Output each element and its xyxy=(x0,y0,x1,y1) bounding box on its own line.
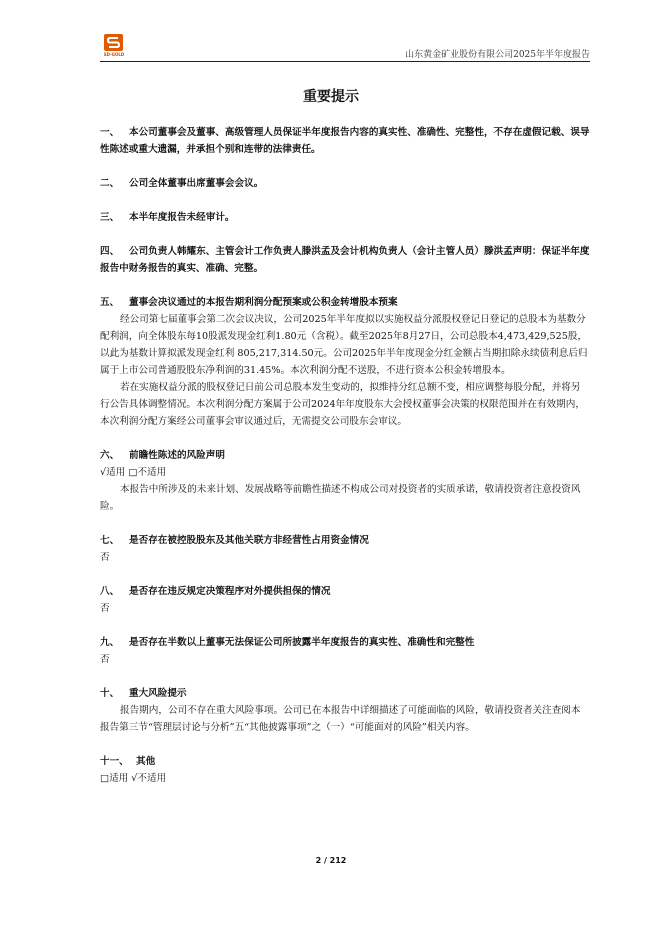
page-header xyxy=(100,34,590,62)
section-heading: 公司全体董事出席董事会会议。 xyxy=(129,178,264,189)
sd-gold-logo-icon xyxy=(104,34,123,51)
section-number: 六、 xyxy=(100,450,120,461)
page-number: 2 / 212 xyxy=(315,856,347,865)
section-heading: 是否存在半数以上董事无法保证公司所披露半年度报告的真实性、准确性和完整性 xyxy=(129,637,475,648)
important-notice-body xyxy=(100,124,590,787)
section-heading: 是否存在违反规定决策程序对外提供担保的情况 xyxy=(129,586,331,597)
section-5 xyxy=(100,294,590,430)
section-heading: 本半年度报告未经审计。 xyxy=(129,212,235,223)
profit-distribution-paragraph: 经公司第七届董事会第二次会议决议，公司2025年半年度拟以实施权益分派股权登记日登记的总股本为基数分配利润，向全体股东每10股派发现金红利1.80元（含税）。截至2025年8月27日，公司总股本4,473,429,525股，以此为基数计算拟派发现金红利 805,217,314.50元。公司2025年半年度现金分红金额占当期扣除永续债利息后归属于上市公司普通股股东净利润的31.45%。本次利润分配不送股，不进行资本公积金转增股本。 xyxy=(100,314,588,376)
page-title: 重要提示 xyxy=(303,89,359,105)
company-logo xyxy=(100,34,128,60)
section-answer: 否 xyxy=(100,603,110,614)
section-4 xyxy=(100,243,590,277)
section-heading: 公司负责人韩耀东、主管会计工作负责人滕洪孟及会计机构负责人（会计主管人员）滕洪孟声明：保证半年度报告中财务报告的真实、准确、完整。 xyxy=(100,246,590,274)
section-11 xyxy=(100,753,590,787)
report-header-title: 山东黄金矿业股份有限公司2025年半年度报告 xyxy=(405,50,590,60)
major-risk-paragraph: 报告期内，公司不存在重大风险事项。公司已在本报告中详细描述了可能面临的风险，敬请投资者关注查阅本报告第三节“管理层讨论与分析”五“其他披露事项”之（一）“可能面对的风险”相关内容。 xyxy=(100,705,581,733)
section-number: 八、 xyxy=(100,586,120,597)
section-6 xyxy=(100,447,590,515)
section-heading: 董事会决议通过的本报告期利润分配预案或公积金转增股本预案 xyxy=(129,297,398,308)
section-number: 五、 xyxy=(100,297,120,308)
section-heading: 是否存在被控股股东及其他关联方非经营性占用资金情况 xyxy=(129,535,369,546)
distribution-adjustment-paragraph: 若在实施权益分派的股权登记日前公司总股本发生变动的，拟维持分红总额不变，相应调整每股分配，并将另行公告具体调整情况。本次利润分配方案属于公司2024年年度股东大会授权董事会决策的权限范围并在有效期内，本次利润分配方案经公司董事会审议通过后，无需提交公司股东会审议。 xyxy=(100,382,585,427)
section-1 xyxy=(100,124,590,158)
forward-looking-paragraph: 本报告中所涉及的未来计划、发展战略等前瞻性描述不构成公司对投资者的实质承诺，敬请投资者注意投资风险。 xyxy=(100,484,581,512)
section-number: 二、 xyxy=(100,178,120,189)
section-2 xyxy=(100,175,590,192)
applicability-checkbox: □适用 √不适用 xyxy=(100,773,167,784)
section-answer: 否 xyxy=(100,654,110,665)
section-8 xyxy=(100,583,590,617)
section-number: 十一、 xyxy=(100,756,129,767)
section-number: 九、 xyxy=(100,637,120,648)
section-heading: 前瞻性陈述的风险声明 xyxy=(129,450,225,461)
applicability-checkbox: √适用 □不适用 xyxy=(100,467,167,478)
section-heading: 其他 xyxy=(136,756,156,767)
section-number: 七、 xyxy=(100,535,120,546)
section-number: 四、 xyxy=(100,246,120,257)
section-answer: 否 xyxy=(100,552,110,563)
section-10 xyxy=(100,685,590,736)
section-3 xyxy=(100,209,590,226)
section-9 xyxy=(100,634,590,668)
section-number: 一、 xyxy=(100,127,120,138)
logo-text: SD-GOLD xyxy=(103,52,125,57)
section-7 xyxy=(100,532,590,566)
section-heading: 本公司董事会及董事、高级管理人员保证半年度报告内容的真实性、准确性、完整性，不存在虚假记载、误导性陈述或重大遗漏，并承担个别和连带的法律责任。 xyxy=(100,127,590,155)
section-number: 三、 xyxy=(100,212,120,223)
section-number: 十、 xyxy=(100,688,120,699)
section-heading: 重大风险提示 xyxy=(129,688,187,699)
